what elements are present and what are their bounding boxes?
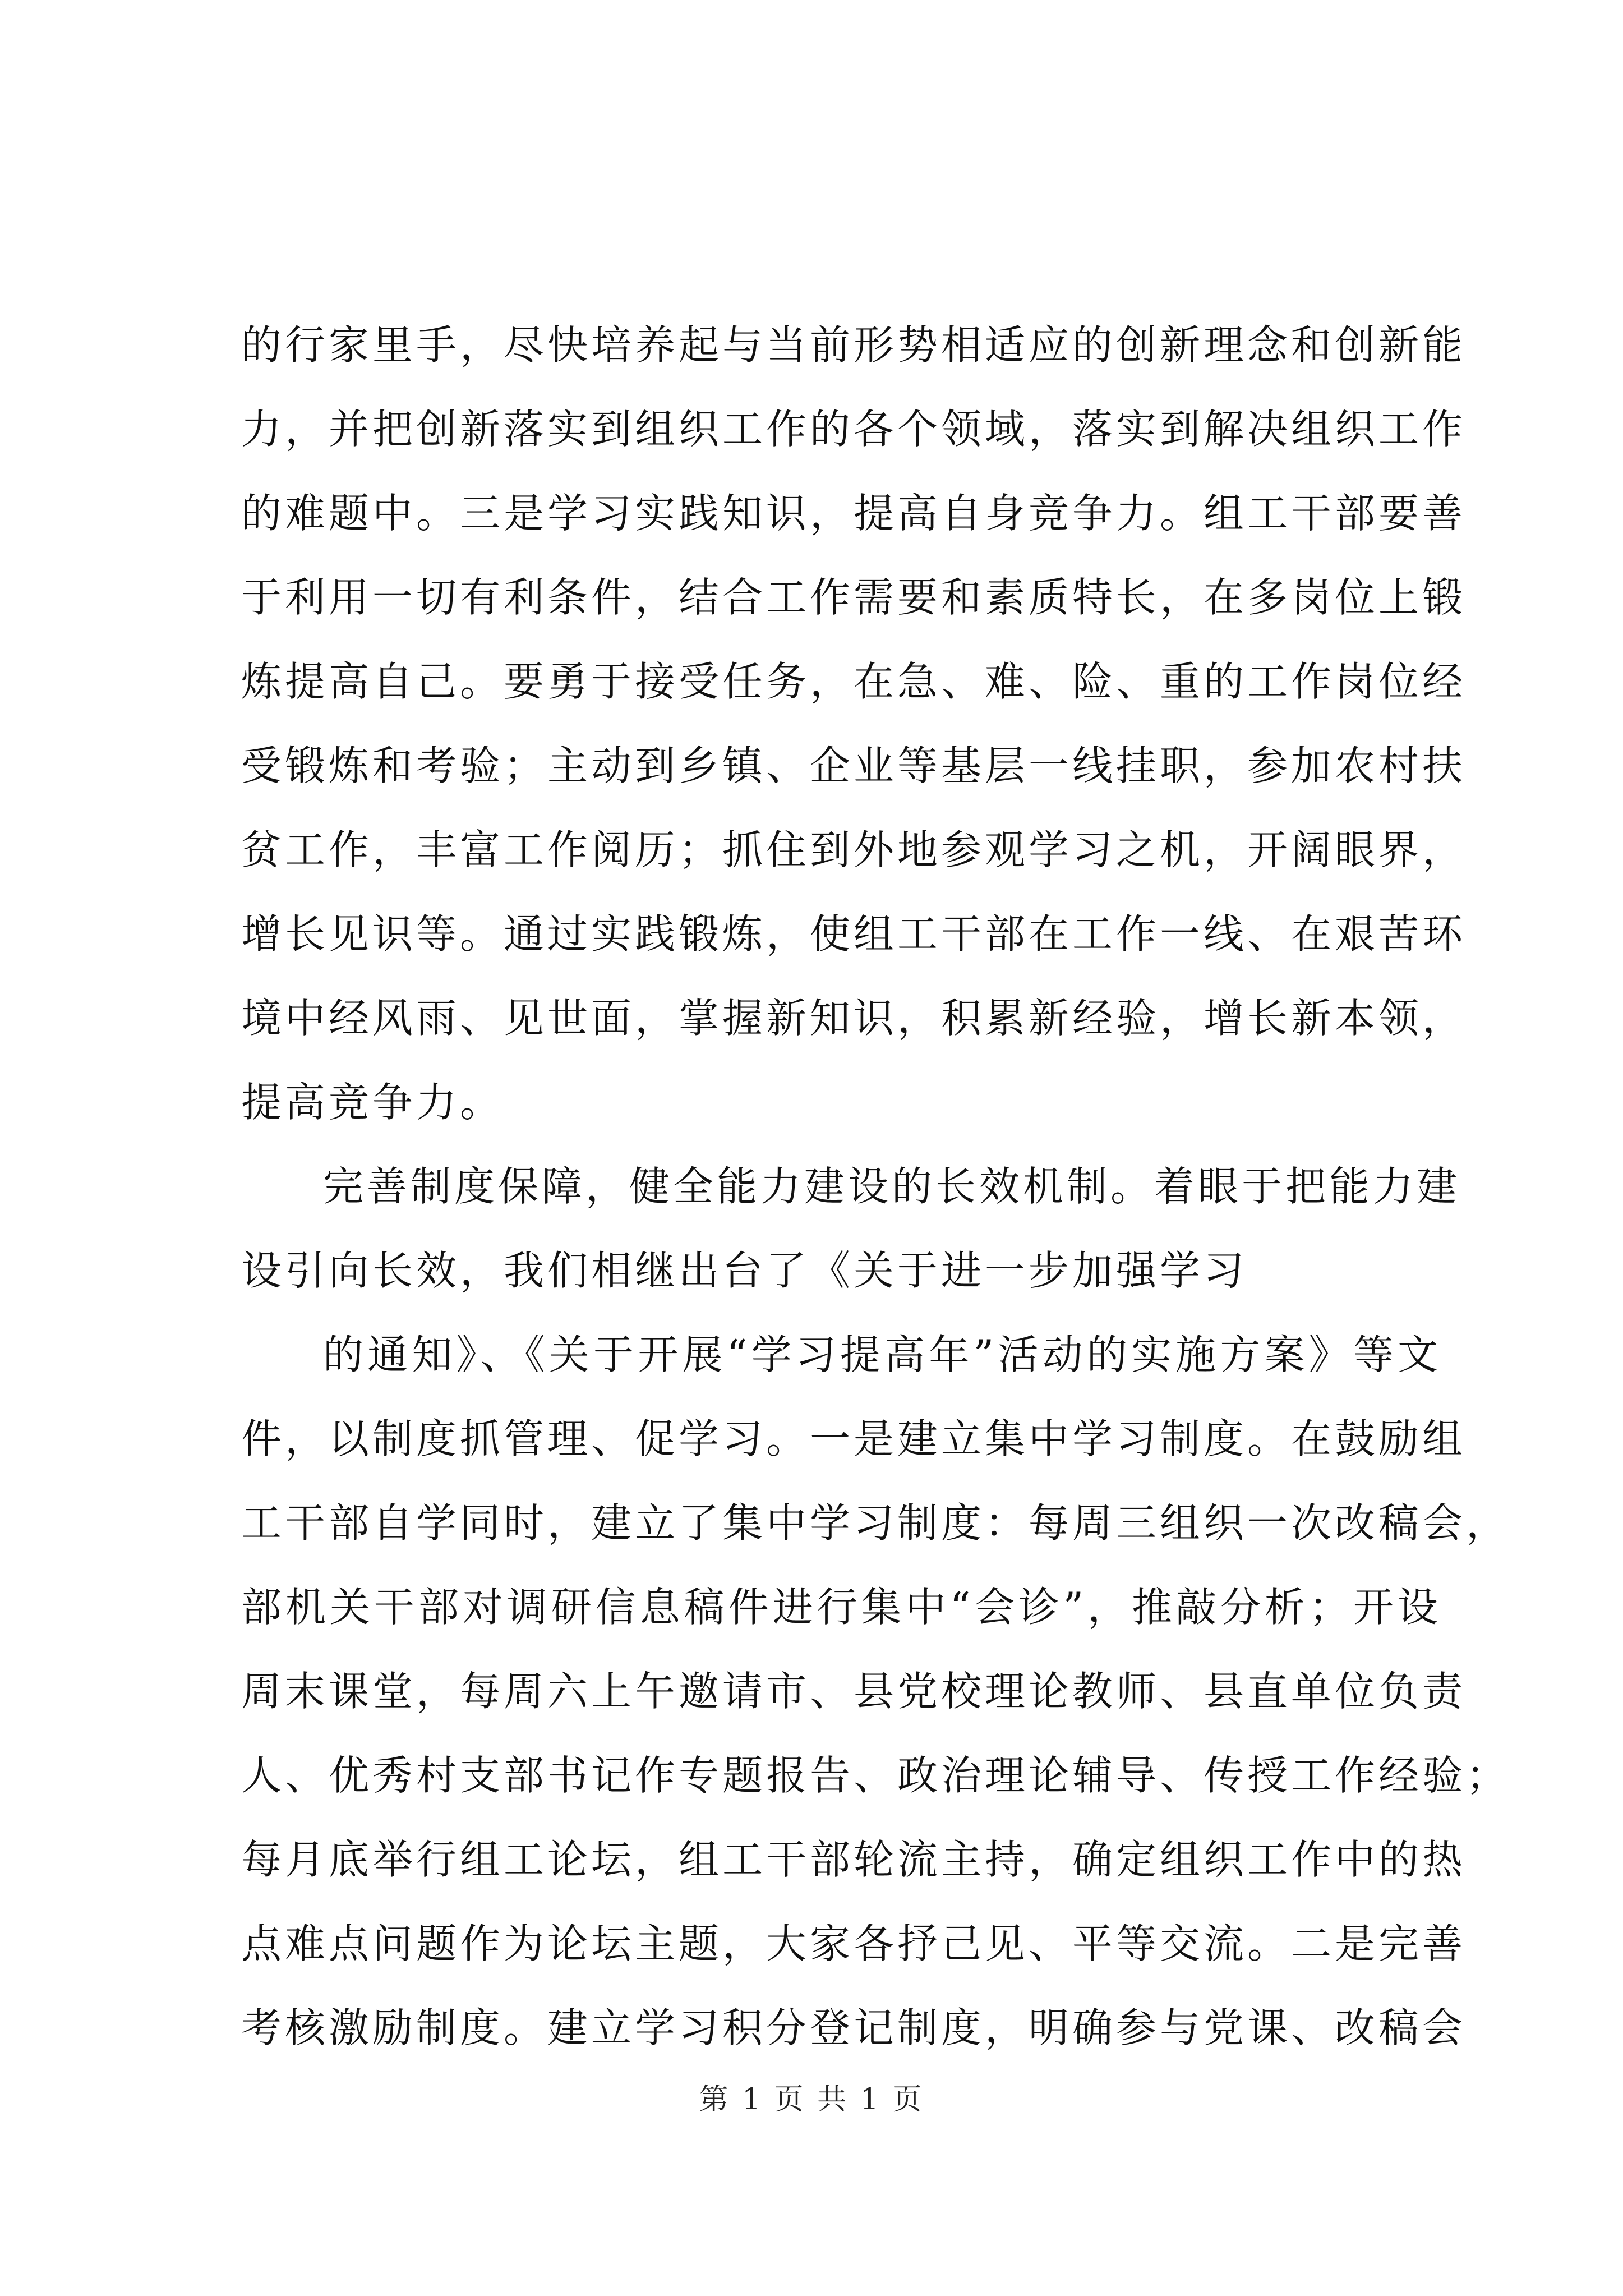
text-line: 增长见识等。通过实践锻炼，使组工干部在工作一线、在艰苦环 [241,910,1467,958]
text-line: 设引向长效，我们相继出台了《关于进一步加强学习 [241,1247,1248,1294]
text-line: 境中经风雨、见世面，掌握新知识，积累新经验，增长新本领， [241,995,1467,1042]
text-line: 贫工作，丰富工作阅历；抓住到外地参观学习之机，开阔眼界， [241,826,1467,873]
text-line: 点难点问题作为论坛主题，大家各抒己见、平等交流。二是完善 [241,1920,1467,1967]
text-line: 人、优秀村支部书记作专题报告、政治理论辅导、传授工作经验； [241,1752,1510,1799]
text-line: 的难题中。三是学习实践知识，提高自身竞争力。组工干部要善 [241,490,1467,537]
document-body [241,303,1510,2070]
text-line: 提高竞争力。 [241,1079,504,1126]
paragraph-first-line: 完善制度保障，健全能力建设的长效机制。着眼于把能力建 [323,1163,1461,1210]
text-line: 的行家里手，尽快培养起与当前形势相适应的创新理念和创新能 [241,321,1467,369]
text-line: 力，并把创新落实到组织工作的各个领域，落实到解决组织工作 [241,406,1467,453]
paragraph-first-line: 的通知》、《关于开展“学习提高年”活动的实施方案》等文 [323,1331,1441,1378]
page-footer: 第 1 页 共 1 页 [699,2083,924,2116]
text-line: 于利用一切有利条件，结合工作需要和素质特长，在多岗位上锻 [241,574,1467,621]
text-line: 部机关干部对调研信息稿件进行集中“会诊”，推敲分析；开设 [241,1584,1441,1631]
text-line: 受锻炼和考验；主动到乡镇、企业等基层一线挂职，参加农村扶 [241,742,1467,789]
text-line: 考核激励制度。建立学习积分登记制度，明确参与党课、改稿会 [241,2004,1467,2051]
text-line: 每月底举行组工论坛，组工干部轮流主持，确定组织工作中的热 [241,1836,1467,1883]
text-line: 炼提高自己。要勇于接受任务，在急、难、险、重的工作岗位经 [241,658,1467,705]
text-line: 周末课堂，每周六上午邀请市、县党校理论教师、县直单位负责 [241,1668,1467,1715]
text-line: 工干部自学同时，建立了集中学习制度：每周三组织一次改稿会， [241,1499,1510,1547]
text-line: 件，以制度抓管理、促学习。一是建立集中学习制度。在鼓励组 [241,1415,1467,1462]
